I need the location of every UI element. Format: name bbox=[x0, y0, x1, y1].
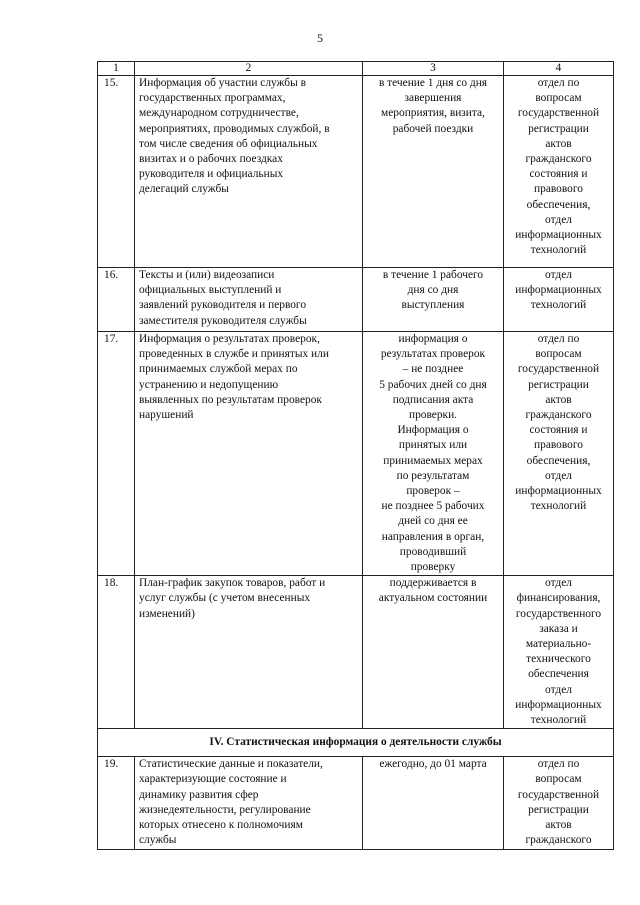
cell-line: информационных bbox=[515, 284, 602, 297]
cell-line: устранению и недопущению bbox=[139, 378, 279, 391]
cell-line: 5 рабочих дней со дня bbox=[379, 378, 487, 391]
item-description bbox=[135, 76, 363, 268]
header-cell-3: 3 bbox=[363, 62, 504, 76]
cell-line: отдел bbox=[545, 213, 572, 226]
cell-line: информация о bbox=[398, 333, 468, 345]
cell-line: характеризующие состояние и bbox=[139, 773, 287, 786]
cell-line: технологий bbox=[530, 714, 587, 727]
cell-line: по результатам bbox=[396, 469, 470, 482]
cell-line: актов bbox=[545, 137, 572, 150]
item-deadline bbox=[363, 76, 504, 268]
cell-line: актуальном состоянии bbox=[378, 592, 488, 605]
cell-line: технологий bbox=[530, 299, 587, 312]
cell-line: проводивший bbox=[399, 545, 467, 558]
item-responsible bbox=[504, 757, 614, 849]
item-deadline bbox=[363, 268, 504, 332]
cell-line: заявлений руководителя и первого bbox=[139, 299, 307, 312]
cell-line: государственной bbox=[517, 363, 600, 376]
cell-line: государственной bbox=[517, 107, 600, 120]
cell-line: информационных bbox=[515, 485, 602, 498]
cell-line: принимаемых мерах bbox=[383, 454, 483, 467]
cell-line: делегаций службы bbox=[139, 183, 229, 196]
cell-line: План-график закупок товаров, работ и bbox=[139, 577, 326, 590]
item-deadline bbox=[363, 332, 504, 576]
cell-line: регистрации bbox=[528, 122, 589, 135]
header-cell-2: 2 bbox=[135, 62, 363, 76]
item-number: 19. bbox=[98, 757, 135, 849]
cell-line: проверки. bbox=[408, 409, 458, 422]
item-description bbox=[135, 332, 363, 576]
cell-line: дней со дня ее bbox=[398, 515, 468, 528]
cell-line: Информация о bbox=[397, 424, 469, 437]
cell-line: принимаемых службой мерах по bbox=[139, 363, 298, 376]
cell-line: нарушений bbox=[139, 409, 194, 422]
cell-line: заказа и bbox=[539, 622, 578, 635]
cell-line: материально- bbox=[525, 638, 592, 651]
cell-line: вопросам bbox=[535, 348, 582, 361]
cell-line: заместителя руководителя службы bbox=[139, 314, 307, 327]
cell-line: государственных программах, bbox=[139, 92, 286, 105]
cell-line: службы bbox=[139, 834, 177, 847]
item-number: 15. bbox=[98, 76, 135, 268]
item-description bbox=[135, 576, 363, 729]
item-responsible bbox=[504, 76, 614, 268]
cell-line: отдел по bbox=[537, 77, 580, 89]
cell-line: правового bbox=[534, 439, 583, 452]
cell-line: регистрации bbox=[528, 803, 589, 816]
cell-line: государственной bbox=[517, 788, 600, 801]
cell-line: регистрации bbox=[528, 378, 589, 391]
cell-line: правового bbox=[534, 183, 583, 196]
cell-line: государственного bbox=[515, 607, 602, 620]
cell-line: проверку bbox=[410, 561, 456, 574]
cell-line: информационных bbox=[515, 698, 602, 711]
cell-line: направления в орган, bbox=[381, 530, 485, 543]
cell-line: – не позднее bbox=[402, 363, 464, 376]
cell-line: вопросам bbox=[535, 773, 582, 786]
table-row bbox=[98, 332, 614, 576]
cell-line: выявленных по результатам проверок bbox=[139, 393, 322, 406]
cell-line: в течение 1 дня со дня bbox=[378, 77, 488, 89]
cell-line: динамику развития сфер bbox=[139, 788, 259, 801]
page-number: 5 bbox=[317, 31, 323, 45]
cell-line: обеспечения, bbox=[526, 454, 591, 467]
cell-line: обеспечения bbox=[528, 668, 589, 681]
item-deadline bbox=[363, 576, 504, 729]
cell-line: состояния и bbox=[529, 168, 588, 181]
cell-line: технологий bbox=[530, 244, 587, 257]
cell-line: завершения bbox=[404, 92, 462, 105]
item-responsible bbox=[504, 268, 614, 332]
cell-line: отдел bbox=[545, 577, 572, 590]
section-heading-row bbox=[98, 729, 614, 757]
cell-line: проверок – bbox=[406, 485, 460, 498]
table-header-row bbox=[98, 62, 614, 76]
item-description bbox=[135, 757, 363, 849]
cell-line: руководителя и официальных bbox=[139, 168, 284, 181]
cell-line: дня со дня bbox=[407, 284, 459, 297]
cell-line: принятых или bbox=[398, 439, 468, 452]
table-row bbox=[98, 76, 614, 268]
cell-line: изменений) bbox=[139, 607, 195, 620]
cell-line: жизнедеятельности, регулирование bbox=[139, 803, 311, 816]
cell-line: финансирования, bbox=[516, 592, 601, 605]
header-cell-4: 4 bbox=[504, 62, 614, 76]
cell-line: в течение 1 рабочего bbox=[382, 269, 484, 281]
cell-line: Статистические данные и показатели, bbox=[139, 758, 323, 771]
cell-line: отдел по bbox=[537, 333, 580, 345]
table-row bbox=[98, 576, 614, 729]
section-heading: IV. Статистическая информация о деятельности службы bbox=[98, 729, 614, 757]
cell-line: мероприятиях, проводимых службой, в bbox=[139, 122, 330, 135]
cell-line: визитах и о рабочих поездках bbox=[139, 153, 283, 166]
item-deadline bbox=[363, 757, 504, 849]
cell-line: отдел bbox=[545, 469, 572, 482]
cell-line: технического bbox=[526, 653, 591, 666]
document-table bbox=[97, 61, 614, 850]
cell-line: международном сотрудничестве, bbox=[139, 107, 299, 120]
cell-line: отдел по bbox=[537, 758, 580, 771]
cell-line: услуг службы (с учетом внесенных bbox=[139, 592, 311, 605]
item-description bbox=[135, 268, 363, 332]
cell-line: технологий bbox=[530, 500, 587, 513]
cell-line: официальных выступлений и bbox=[139, 284, 282, 297]
cell-line: актов bbox=[545, 393, 572, 406]
table-row bbox=[98, 757, 614, 849]
cell-line: ежегодно, до 01 марта bbox=[379, 758, 487, 771]
item-responsible bbox=[504, 576, 614, 729]
cell-line: Тексты и (или) видеозаписи bbox=[139, 269, 275, 281]
cell-line: вопросам bbox=[535, 92, 582, 105]
cell-line: актов bbox=[545, 819, 572, 832]
cell-line: не позднее 5 рабочих bbox=[381, 500, 485, 513]
header-cell-1: 1 bbox=[98, 62, 135, 76]
cell-line: рабочей поездки bbox=[392, 122, 474, 135]
item-responsible bbox=[504, 332, 614, 576]
cell-line: выступления bbox=[401, 299, 465, 312]
table-row bbox=[98, 268, 614, 332]
cell-line: мероприятия, визита, bbox=[381, 107, 485, 120]
cell-line: Информация о результатах проверок, bbox=[139, 333, 320, 345]
item-number: 18. bbox=[98, 576, 135, 729]
cell-line: Информация об участии службы в bbox=[139, 77, 306, 89]
cell-line: результатах проверок bbox=[380, 348, 486, 361]
cell-line: состояния и bbox=[529, 424, 588, 437]
cell-line: гражданского bbox=[525, 834, 592, 847]
cell-line: обеспечения, bbox=[526, 198, 591, 211]
cell-line: гражданского bbox=[525, 409, 592, 422]
cell-line: гражданского bbox=[525, 153, 592, 166]
cell-line: отдел bbox=[545, 269, 572, 281]
cell-line: которых отнесено к полномочиям bbox=[139, 819, 303, 832]
cell-line: том числе сведения об официальных bbox=[139, 137, 318, 150]
cell-line: отдел bbox=[545, 683, 572, 696]
cell-line: информационных bbox=[515, 229, 602, 242]
cell-line: проведенных в службе и принятых или bbox=[139, 348, 329, 361]
item-number: 17. bbox=[98, 332, 135, 576]
cell-line: поддерживается в bbox=[389, 577, 477, 590]
item-number: 16. bbox=[98, 268, 135, 332]
cell-line: подписания акта bbox=[392, 393, 474, 406]
